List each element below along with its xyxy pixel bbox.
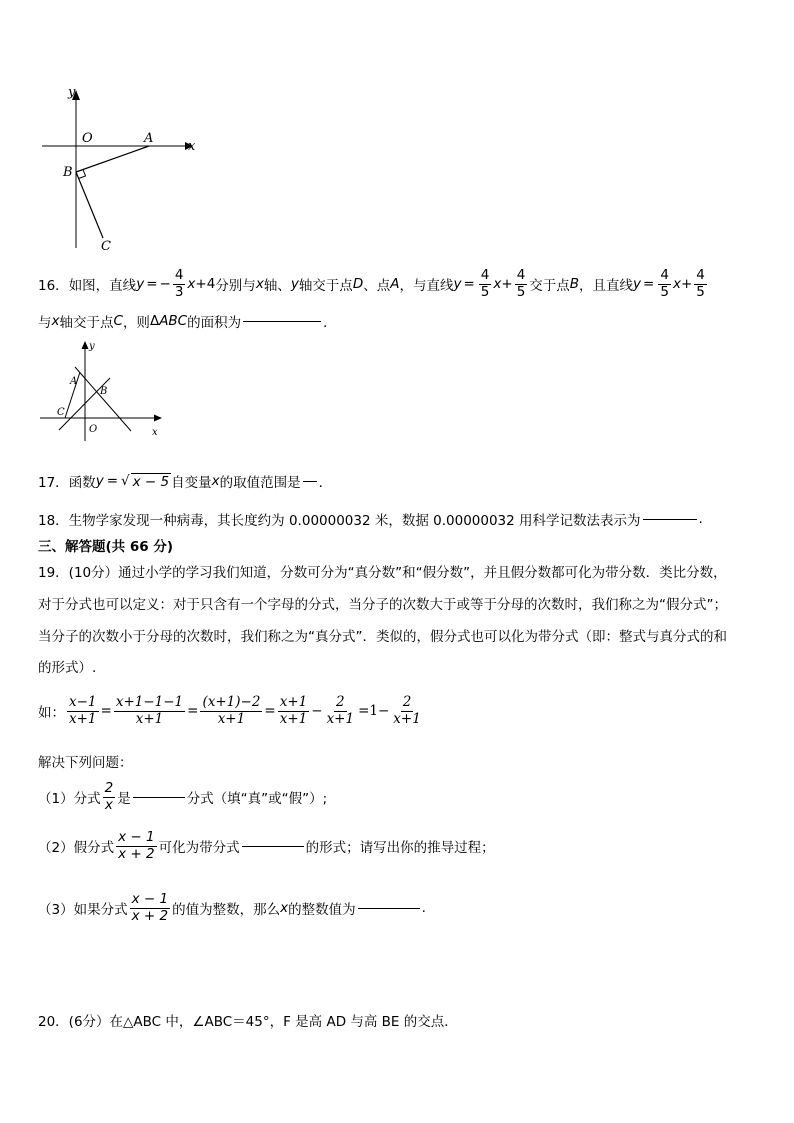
- q20: 20．(6分）在△ABC 中，∠ABC＝45°，F 是高 AD 与高 BE 的交点．: [38, 1014, 458, 1030]
- label-c: C: [57, 407, 65, 418]
- fraction-4-3: $\frac{4}{3}$: [174, 266, 184, 300]
- answer-blank[interactable]: [243, 320, 321, 322]
- q19-part1: （1）分式 $\frac{2}{x}$ 是 分式（填“真”或“假”）;: [38, 779, 328, 813]
- label-o: O: [89, 424, 98, 435]
- segment-bc: [76, 172, 103, 238]
- figure-q16: [35, 336, 170, 446]
- q18: 18．生物学家发现一种病毒，其长度约为 0.00000032 米，数据 0.00000032 用科学记数法表示为 .: [38, 511, 703, 529]
- answer-blank[interactable]: [133, 796, 185, 798]
- label-a: A: [70, 376, 78, 387]
- label-o: O: [82, 131, 93, 146]
- label-b: B: [100, 386, 108, 397]
- q17: 17． 函数 y = √ x − 5 自变量 x 的取值范围是 ．: [38, 473, 333, 491]
- segment-ba: [76, 146, 149, 172]
- label-x: x: [188, 139, 196, 154]
- q19-line1: 19．(10分）通过小学的学习我们知道，分数可分为“真分数”和“假分数”，并且假分数都可化为带分数．类比分数，: [38, 565, 727, 581]
- label-a: A: [144, 131, 154, 146]
- q19-example: 如： $\frac{x-1}{x+1}$ = $\frac{x+1-1-1}{x+1}$ = $\frac{(x+1)-2}{x+1}$ = $\frac{x+1}{x+1}$ − $\frac{2}{x+1}$ = 1 − $\frac{2}{x+1}$: [38, 693, 421, 727]
- label-x: x: [152, 427, 158, 438]
- section-title: 三、解答题(共 66 分): [38, 539, 174, 555]
- sqrt-symbol: √: [121, 473, 130, 489]
- q16-line2: 与 x 轴交于点 C ，则 Δ ABC 的面积为 ．: [38, 313, 337, 331]
- fraction-4-5: $\frac{4}{5}$: [516, 266, 526, 300]
- line-ad: [75, 367, 131, 431]
- q19-line3: 当分子的次数小于分母的次数时，我们称之为“真分式”．类似的，假分式也可以化为带分式（即：整式与真分式的和: [38, 629, 727, 645]
- label-y: y: [89, 341, 95, 352]
- fraction-4-5: $\frac{4}{5}$: [696, 266, 705, 300]
- q19-line2: 对于分式也可以定义：对于只含有一个字母的分式，当分子的次数大于或等于分母的次数时，我们称之为“假分式”；: [38, 597, 727, 613]
- figure-q15: [30, 80, 210, 255]
- fraction-4-5: $\frac{4}{5}$: [480, 266, 490, 300]
- x-axis-arrow: [154, 415, 162, 422]
- q19-line4: 的形式）.: [38, 660, 97, 676]
- label-b: B: [63, 165, 73, 180]
- q19-part2: （2）假分式 $\frac{x - 1}{x + 2}$ 可化为带分式 的形式；请写出你的推导过程；: [38, 828, 495, 862]
- y-axis-arrow: [82, 341, 89, 349]
- label-c: C: [101, 239, 111, 254]
- label-y: y: [68, 85, 76, 100]
- q16-number: 16．: [38, 278, 69, 294]
- q19-solve-heading: 解决下列问题：: [38, 755, 133, 771]
- fraction-4-5: $\frac{4}{5}$: [660, 266, 669, 300]
- answer-blank[interactable]: [643, 518, 697, 520]
- answer-blank[interactable]: [358, 907, 420, 909]
- answer-blank[interactable]: [303, 480, 317, 482]
- answer-blank[interactable]: [242, 845, 304, 847]
- q19-part3: （3）如果分式 $\frac{x - 1}{x + 2}$ 的值为整数，那么 x 的整数值为 .: [38, 890, 426, 924]
- q16-line1: 16． 如图，直线 y = − $\frac{4}{3}$ x +4 分别与 x 轴、 y 轴交于点 D 、点 A ，与直线 y = $\frac{4}{5}$ x + $\frac{4}{5}$ 交于点 B ，且直线 y = $\frac{4}{5}$ x + $\frac{4}{5}$: [38, 266, 705, 300]
